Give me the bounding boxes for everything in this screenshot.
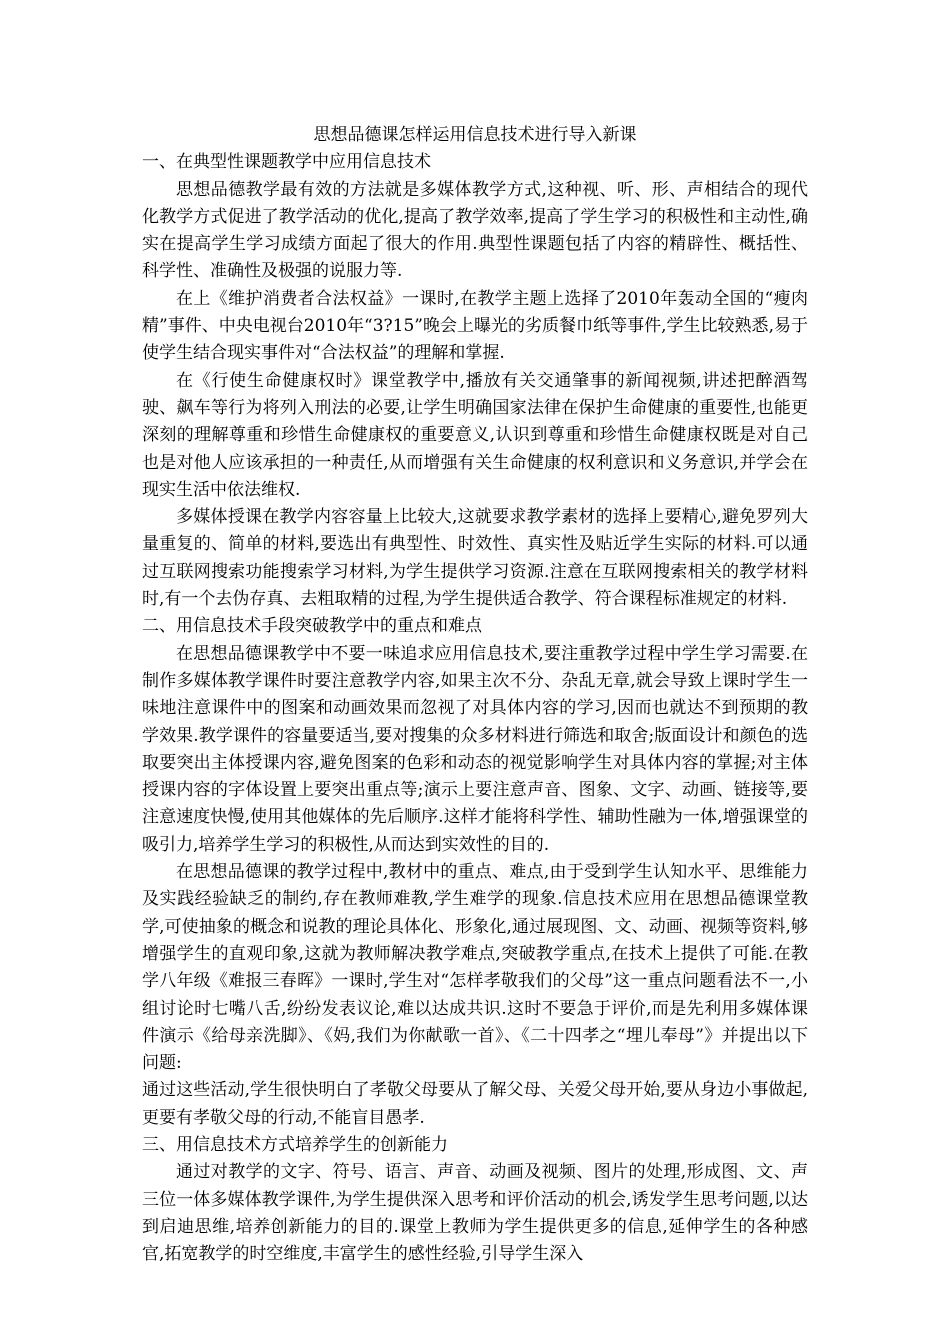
paragraph: 通过对教学的文字、符号、语言、声音、动画及视频、图片的处理,形成图、文、声三位一体多媒体教学课件,为学生提供深入思考和评价活动的机会,诱发学生思考问题,以达到启迪思维,培养创新能力的目的.课堂上教师为学生提供更多的信息,延伸学生的各种感官,拓宽教学的时空维度,丰富学生的感性经验,引导学生深入 (142, 1162, 808, 1265)
paragraph: 在思想品德课的教学过程中,教材中的重点、难点,由于受到学生认知水平、思维能力及实践经验缺乏的制约,存在教师难教,学生难学的现象.信息技术应用在思想品德课堂教学,可使抽象的概念和说教的理论具体化、形象化,通过展现图、文、动画、视频等资料,够增强学生的直观印象,这就为教师解决教学难点,突破教学重点,在技术上提供了可能.在教学八年级《难报三春晖》一课时,学生对“怎样孝敬我们的父母”这一重点问题看法不一,小组讨论时七嘴八舌,纷纷发表议论,难以达成共识.这时不要急于评价,而是先利用多媒体课件演示《给母亲洗脚》、《妈,我们为你献歌一首》、《二十四孝之“埋儿奉母”》并提出以下问题: (142, 862, 808, 1074)
section-heading-3: 三、用信息技术方式培养学生的创新能力 (142, 1134, 448, 1155)
paragraph: 在《行使生命健康权时》课堂教学中,播放有关交通肇事的新闻视频,讲述把醉酒驾驶、飙车等行为将列入刑法的必要,让学生明确国家法律在保护生命健康的重要性,也能更深刻的理解尊重和珍惜生命健康权的重要意义,认识到尊重和珍惜生命健康权既是对自己也是对他人应该承担的一种责任,从而增强有关生命健康的权利意识和义务意识,并学会在现实生活中依法维权. (142, 370, 808, 500)
document-title: 思想品德课怎样运用信息技术进行导入新课 (313, 125, 637, 145)
paragraph: 通过这些活动,学生很快明白了孝敬父母要从了解父母、关爱父母开始,要从身边小事做起,更要有孝敬父母的行动,不能盲目愚孝. (142, 1080, 808, 1128)
section-heading-1: 一、在典型性课题教学中应用信息技术 (142, 152, 431, 173)
paragraph: 在上《维护消费者合法权益》一课时,在教学主题上选择了2010年轰动全国的“瘦肉精”事件、中央电视台2010年“3?15”晚会上曝光的劣质餐巾纸等事件,学生比较熟悉,易于使学生结合现实事件对“合法权益”的理解和掌握. (142, 288, 808, 364)
document-page (142, 122, 808, 1268)
section-heading-2: 二、用信息技术手段突破教学中的重点和难点 (142, 616, 482, 637)
paragraph: 思想品德教学最有效的方法就是多媒体教学方式,这种视、听、形、声相结合的现代化教学方式促进了教学活动的优化,提高了教学效率,提高了学生学习的积极性和主动性,确实在提高学生学习成绩方面起了很大的作用.典型性课题包括了内容的精辟性、概括性、科学性、准确性及极强的说服力等. (142, 179, 808, 282)
paragraph: 在思想品德课教学中不要一味追求应用信息技术,要注重教学过程中学生学习需要.在制作多媒体教学课件时要注意教学内容,如果主次不分、杂乱无章,就会导致上课时学生一味地注意课件中的图案和动画效果而忽视了对具体内容的学习,因而也就达不到预期的教学效果.教学课件的容量要适当,要对搜集的众多材料进行筛选和取舍;版面设计和颜色的选取要突出主体授课内容,避免图案的色彩和动态的视觉影响学生对具体内容的掌握;对主体授课内容的字体设置上要突出重点等;演示上要注意声音、图象、文字、动画、链接等,要注意速度快慢,使用其他媒体的先后顺序.这样才能将科学性、辅助性融为一体,增强课堂的吸引力,培养学生学习的积极性,从而达到实效性的目的. (142, 643, 808, 855)
paragraph: 多媒体授课在教学内容容量上比较大,这就要求教学素材的选择上要精心,避免罗列大量重复的、简单的材料,要选出有典型性、时效性、真实性及贴近学生实际的材料.可以通过互联网搜索功能搜索学习材料,为学生提供学习资源.注意在互联网搜索相关的教学材料时,有一个去伪存真、去粗取精的过程,为学生提供适合教学、符合课程标准规定的材料. (142, 507, 808, 610)
